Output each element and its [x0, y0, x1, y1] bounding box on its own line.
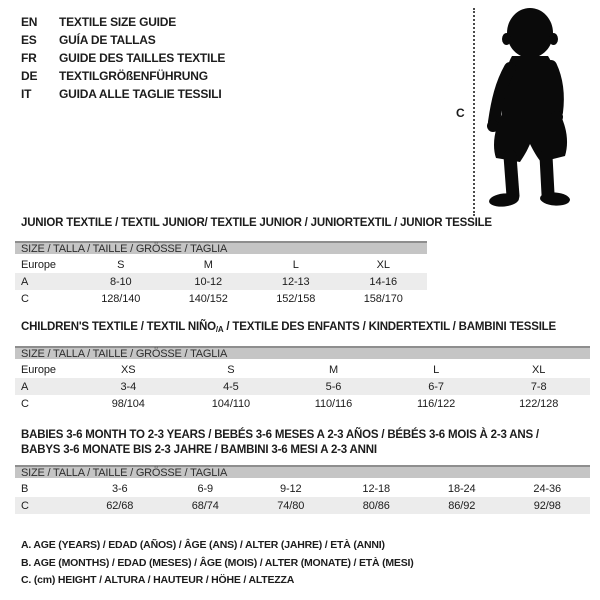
language-row-es: [21, 31, 225, 49]
row-label: Europe: [21, 363, 56, 376]
footnote-c: C. (cm) HEIGHT / ALTURA / HAUTEUR / HÖHE / ALTEZZA: [21, 574, 295, 586]
row-label: B: [21, 482, 29, 495]
title-part: / TEXTILE DES ENFANTS / KINDERTEXTIL / BAMBINI TESSILE: [223, 321, 556, 333]
footnotes: [21, 537, 414, 590]
table-cell: XS: [121, 363, 136, 376]
children-section-title: [21, 320, 556, 337]
table-cell: 80/86: [334, 497, 420, 514]
footnote-b: B. AGE (MONTHS) / EDAD (MESES) / ÂGE (MOIS) / ALTER (MONATE) / ETÀ (MESI): [21, 556, 414, 569]
table-cell: 5-6: [282, 378, 385, 395]
table-row: [15, 480, 590, 497]
language-label: TEXTILE SIZE GUIDE: [59, 15, 177, 29]
children-size-header: SIZE / TALLA / TAILLE / GRÖSSE / TAGLIA: [15, 346, 590, 359]
table-row: [15, 273, 427, 290]
table-row: [15, 378, 590, 395]
table-cell: 18-24: [447, 482, 476, 495]
table-cell: 4-5: [180, 378, 283, 395]
row-label: A: [15, 378, 77, 395]
table-cell: 62/68: [77, 497, 163, 514]
row-label: C: [21, 292, 29, 305]
junior-section-title: JUNIOR TEXTILE / TEXTIL JUNIOR/ TEXTILE JUNIOR / JUNIORTEXTIL / JUNIOR TESSILE: [21, 217, 492, 229]
table-cell: XL: [532, 363, 546, 376]
title-line-2: BABYS 3-6 MONATE BIS 2-3 JAHRE / BAMBINI 3-6 MESI A 2-3 ANNI: [21, 444, 377, 456]
table-cell: 128/140: [101, 292, 141, 305]
children-size-table: [15, 361, 590, 412]
language-code: IT: [21, 87, 32, 101]
row-label: A: [15, 273, 77, 290]
table-cell: 12-18: [362, 482, 391, 495]
height-measure-label: C: [456, 106, 465, 120]
table-row: [15, 256, 427, 273]
table-row: [15, 395, 590, 412]
language-row-en: [21, 13, 225, 31]
footnote-a: A. AGE (YEARS) / EDAD (AÑOS) / ÂGE (ANS) / ALTER (JAHRE) / ETÀ (ANNI): [21, 539, 385, 551]
table-cell: 7-8: [487, 378, 590, 395]
row-label: Europe: [21, 258, 56, 271]
language-label: TEXTILGRÖßENFÜHRUNG: [59, 69, 208, 83]
language-code: FR: [21, 51, 37, 65]
row-label: C: [21, 397, 29, 410]
language-code: EN: [21, 15, 38, 29]
language-code: ES: [21, 33, 37, 47]
table-cell: 116/122: [416, 397, 456, 410]
table-cell: 6-9: [197, 482, 214, 495]
table-row: [15, 290, 427, 307]
table-cell: 10-12: [165, 273, 253, 290]
table-cell: 14-16: [340, 273, 428, 290]
table-cell: L: [292, 258, 299, 271]
table-row: [15, 497, 590, 514]
table-cell: S: [117, 258, 125, 271]
language-row-it: [21, 85, 225, 103]
title-subscript: /A: [215, 325, 224, 334]
language-label: GUIDE DES TAILLES TEXTILE: [59, 51, 226, 65]
junior-size-header: SIZE / TALLA / TAILLE / GRÖSSE / TAGLIA: [15, 241, 427, 254]
table-cell: 110/116: [314, 397, 353, 410]
language-row-de: [21, 67, 225, 85]
row-label: C: [15, 497, 77, 514]
language-label: GUÍA DE TALLAS: [59, 33, 156, 47]
table-cell: M: [203, 258, 213, 271]
table-cell: 140/152: [188, 292, 228, 305]
table-cell: 8-10: [77, 273, 165, 290]
table-cell: 68/74: [163, 497, 249, 514]
title-part: CHILDREN'S TEXTILE / TEXTIL NIÑO: [21, 321, 216, 333]
table-cell: 122/128: [519, 397, 559, 410]
table-cell: XL: [376, 258, 390, 271]
babies-section-title: [21, 428, 539, 458]
baby-silhouette: [484, 6, 580, 210]
table-cell: 24-36: [533, 482, 562, 495]
table-cell: 104/110: [211, 397, 251, 410]
table-cell: M: [328, 363, 339, 376]
language-row-fr: [21, 49, 225, 67]
table-cell: L: [433, 363, 440, 376]
babies-size-header: SIZE / TALLA / TAILLE / GRÖSSE / TAGLIA: [15, 465, 590, 478]
table-cell: 3-6: [111, 482, 128, 495]
language-list: [21, 13, 225, 103]
table-cell: 158/170: [363, 292, 403, 305]
table-cell: 12-13: [252, 273, 340, 290]
table-cell: 92/98: [505, 497, 591, 514]
table-cell: 98/104: [111, 397, 145, 410]
table-cell: 74/80: [248, 497, 334, 514]
language-code: DE: [21, 69, 38, 83]
table-row: [15, 361, 590, 378]
table-cell: 86/92: [419, 497, 505, 514]
table-cell: 3-4: [77, 378, 180, 395]
height-measure-dotted-line: [473, 8, 475, 216]
language-label: GUIDA ALLE TAGLIE TESSILI: [59, 87, 222, 101]
table-cell: S: [227, 363, 235, 376]
junior-size-table: [15, 256, 427, 307]
table-cell: 152/158: [276, 292, 316, 305]
table-cell: 9-12: [279, 482, 302, 495]
table-cell: 6-7: [385, 378, 488, 395]
title-line-1: BABIES 3-6 MONTH TO 2-3 YEARS / BEBÉS 3-6 MESES A 2-3 AÑOS / BÉBÉS 3-6 MOIS À 2-3 ANS /: [21, 429, 539, 441]
babies-size-table: [15, 480, 590, 514]
